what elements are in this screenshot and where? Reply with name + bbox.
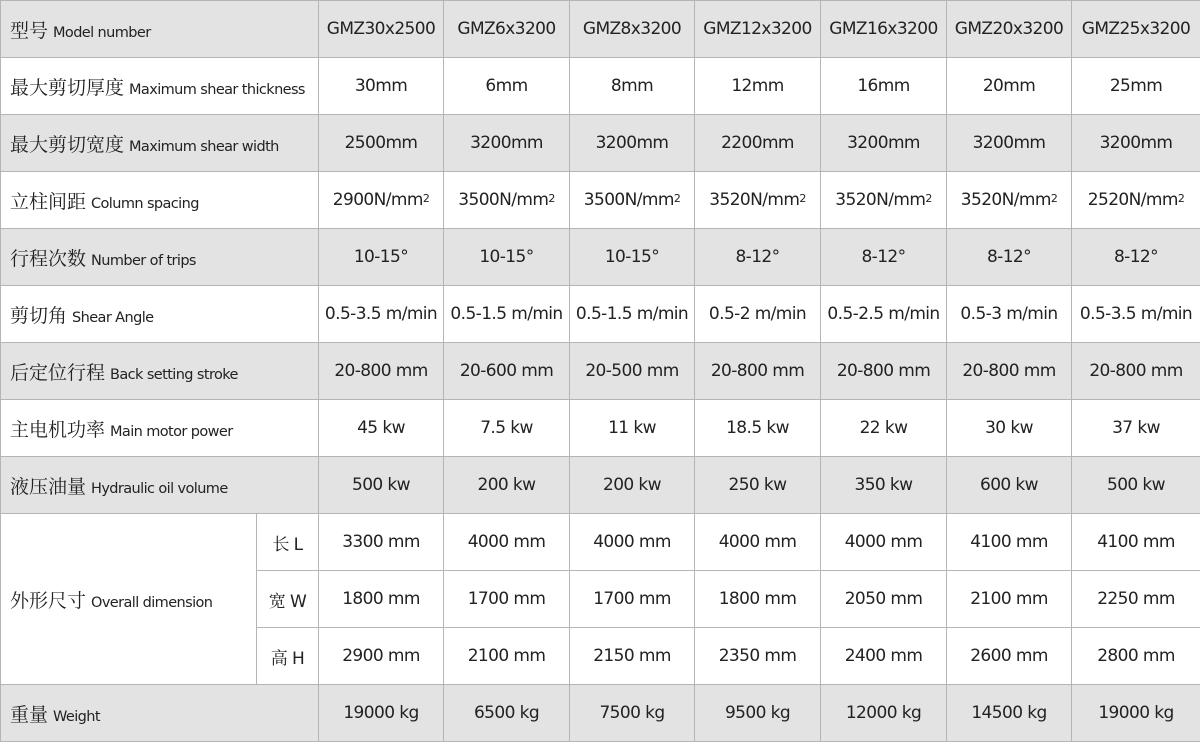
value-text: 3500N/mm [583, 190, 674, 210]
value-cell [444, 172, 570, 229]
row-label [1, 400, 319, 457]
value-cell: 0.5-3 m/min [947, 286, 1072, 343]
value-cell: 3200mm [947, 115, 1072, 172]
row-label [1, 58, 319, 115]
label-en: Model number [53, 24, 151, 41]
value-cell: 200 kw [444, 457, 570, 514]
value-cell [570, 172, 695, 229]
value-text: 3500N/mm [458, 190, 549, 210]
model-row [1, 1, 1200, 58]
value-cell: 25mm [1072, 58, 1200, 115]
value-cell: 45 kw [319, 400, 444, 457]
label-en: Overall dimension [91, 594, 213, 611]
value-cell: 20-600 mm [444, 343, 570, 400]
spec-row [1, 172, 1200, 229]
value-cell: 9500 kg [695, 685, 821, 742]
value-cell: 4000 mm [821, 514, 947, 571]
label-en: Hydraulic oil volume [91, 480, 228, 497]
value-cell: 8mm [570, 58, 695, 115]
superscript: 2 [799, 192, 806, 205]
value-cell: 30 kw [947, 400, 1072, 457]
value-cell: 8-12° [695, 229, 821, 286]
row-label [1, 1, 319, 58]
value-cell: 2500mm [319, 115, 444, 172]
value-cell: 37 kw [1072, 400, 1200, 457]
value-cell: 10-15° [319, 229, 444, 286]
value-cell: 20-800 mm [1072, 343, 1200, 400]
value-cell: 12000 kg [821, 685, 947, 742]
value-cell: 350 kw [821, 457, 947, 514]
spec-row [1, 115, 1200, 172]
value-cell: 0.5-2.5 m/min [821, 286, 947, 343]
value-cell: 1800 mm [319, 571, 444, 628]
value-cell: 2350 mm [695, 628, 821, 685]
value-cell: 4100 mm [947, 514, 1072, 571]
value-cell: 1700 mm [570, 571, 695, 628]
value-cell: 20-800 mm [821, 343, 947, 400]
spec-row [1, 343, 1200, 400]
value-cell: 8-12° [1072, 229, 1200, 286]
value-cell: 8-12° [821, 229, 947, 286]
model-cell: GMZ16x3200 [821, 1, 947, 58]
spec-row [1, 685, 1200, 742]
value-cell: 250 kw [695, 457, 821, 514]
value-cell: 2200mm [695, 115, 821, 172]
value-cell [1072, 172, 1200, 229]
model-cell: GMZ30x2500 [319, 1, 444, 58]
row-label [1, 172, 319, 229]
row-label [1, 685, 319, 742]
value-cell: 2250 mm [1072, 571, 1200, 628]
superscript: 2 [422, 192, 430, 205]
label-zh: 后定位行程 [10, 361, 106, 384]
value-cell: 20-800 mm [695, 343, 821, 400]
value-cell: 2600 mm [947, 628, 1072, 685]
superscript: 2 [673, 192, 681, 205]
dimension-row [1, 514, 1200, 571]
value-cell: 20-500 mm [570, 343, 695, 400]
label-zh: 液压油量 [10, 475, 87, 498]
value-cell: 10-15° [570, 229, 695, 286]
label-zh: 外形尺寸 [10, 589, 87, 612]
value-text: 3520N/mm [709, 190, 800, 210]
label-en: Column spacing [91, 195, 199, 212]
value-cell: 11 kw [570, 400, 695, 457]
value-cell: 1800 mm [695, 571, 821, 628]
value-cell: 19000 kg [319, 685, 444, 742]
value-cell: 19000 kg [1072, 685, 1200, 742]
value-cell: 30mm [319, 58, 444, 115]
row-label [1, 229, 319, 286]
value-cell: 1700 mm [444, 571, 570, 628]
value-cell [821, 172, 947, 229]
label-en: Main motor power [110, 423, 233, 440]
row-label [1, 286, 319, 343]
superscript: 2 [548, 192, 555, 205]
value-cell: 2150 mm [570, 628, 695, 685]
value-cell: 20mm [947, 58, 1072, 115]
model-cell: GMZ20x3200 [947, 1, 1072, 58]
superscript: 2 [925, 192, 932, 205]
value-cell: 0.5-1.5 m/min [444, 286, 570, 343]
value-cell: 0.5-3.5 m/min [1072, 286, 1200, 343]
value-cell: 3200mm [821, 115, 947, 172]
label-zh: 主电机功率 [10, 418, 106, 441]
dimension-sub-label: 长 L [257, 514, 319, 571]
value-cell: 16mm [821, 58, 947, 115]
model-cell: GMZ6x3200 [444, 1, 570, 58]
spec-row [1, 400, 1200, 457]
label-en: Maximum shear thickness [129, 81, 305, 98]
value-cell: 500 kw [1072, 457, 1200, 514]
value-cell: 600 kw [947, 457, 1072, 514]
value-cell: 500 kw [319, 457, 444, 514]
model-cell: GMZ25x3200 [1072, 1, 1200, 58]
value-cell: 7.5 kw [444, 400, 570, 457]
value-cell: 2050 mm [821, 571, 947, 628]
label-en: Shear Angle [72, 309, 154, 326]
label-zh: 最大剪切宽度 [10, 133, 125, 156]
value-cell: 2100 mm [444, 628, 570, 685]
dimension-sub-label: 宽 W [257, 571, 319, 628]
value-cell: 0.5-1.5 m/min [570, 286, 695, 343]
value-cell [695, 172, 821, 229]
value-text: 3520N/mm [960, 190, 1051, 210]
value-cell: 4100 mm [1072, 514, 1200, 571]
value-cell: 2400 mm [821, 628, 947, 685]
value-cell: 14500 kg [947, 685, 1072, 742]
dimension-sub-label: 高 H [257, 628, 319, 685]
value-cell: 12mm [695, 58, 821, 115]
superscript: 2 [1177, 192, 1185, 205]
value-cell: 10-15° [444, 229, 570, 286]
value-cell: 3200mm [570, 115, 695, 172]
value-cell: 6500 kg [444, 685, 570, 742]
value-text: 2520N/mm [1087, 190, 1178, 210]
label-en: Back setting stroke [110, 366, 238, 383]
value-cell: 20-800 mm [947, 343, 1072, 400]
value-cell: 4000 mm [444, 514, 570, 571]
value-cell: 2800 mm [1072, 628, 1200, 685]
value-text: 2900N/mm [332, 190, 423, 210]
label-zh: 剪切角 [10, 304, 68, 327]
label-zh: 最大剪切厚度 [10, 76, 125, 99]
value-cell: 4000 mm [570, 514, 695, 571]
label-zh: 行程次数 [10, 247, 87, 270]
label-en: Weight [53, 708, 100, 725]
row-label [1, 514, 257, 685]
superscript: 2 [1050, 192, 1058, 205]
value-cell: 3300 mm [319, 514, 444, 571]
label-en: Maximum shear width [129, 138, 279, 155]
value-cell: 8-12° [947, 229, 1072, 286]
row-label [1, 457, 319, 514]
value-cell: 200 kw [570, 457, 695, 514]
spec-row [1, 58, 1200, 115]
label-en: Number of trips [91, 252, 196, 269]
label-zh: 立柱间距 [10, 190, 87, 213]
spec-row [1, 286, 1200, 343]
model-cell: GMZ12x3200 [695, 1, 821, 58]
row-label [1, 115, 319, 172]
value-cell: 0.5-2 m/min [695, 286, 821, 343]
row-label [1, 343, 319, 400]
spec-row [1, 229, 1200, 286]
label-zh: 型号 [10, 19, 49, 42]
value-cell: 3200mm [444, 115, 570, 172]
value-cell: 0.5-3.5 m/min [319, 286, 444, 343]
value-cell: 7500 kg [570, 685, 695, 742]
value-cell [319, 172, 444, 229]
value-text: 3520N/mm [835, 190, 926, 210]
value-cell: 22 kw [821, 400, 947, 457]
value-cell [947, 172, 1072, 229]
label-zh: 重量 [10, 703, 49, 726]
model-cell: GMZ8x3200 [570, 1, 695, 58]
value-cell: 20-800 mm [319, 343, 444, 400]
value-cell: 2100 mm [947, 571, 1072, 628]
spec-row [1, 457, 1200, 514]
value-cell: 3200mm [1072, 115, 1200, 172]
value-cell: 6mm [444, 58, 570, 115]
value-cell: 4000 mm [695, 514, 821, 571]
value-cell: 2900 mm [319, 628, 444, 685]
value-cell: 18.5 kw [695, 400, 821, 457]
